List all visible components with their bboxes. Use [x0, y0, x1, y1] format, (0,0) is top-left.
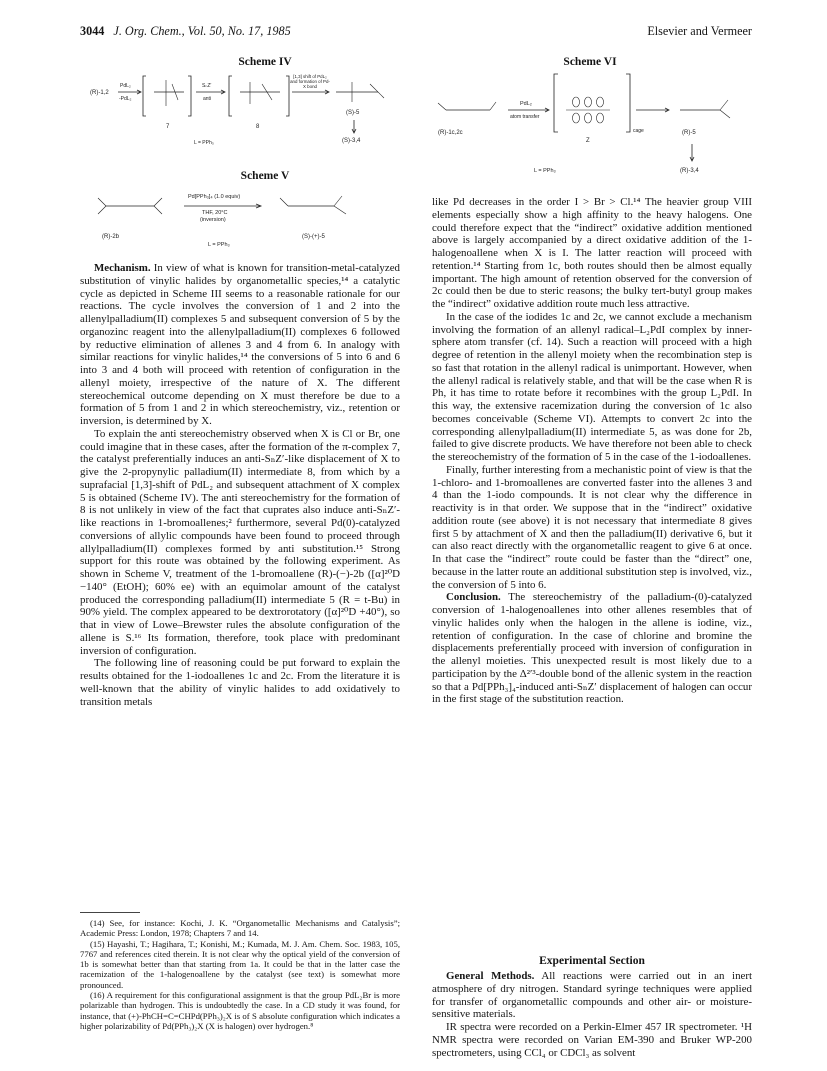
scheme-vi-title: Scheme VI	[563, 56, 617, 68]
paragraph	[432, 591, 752, 706]
scheme-iv-reagent-top: PdL₂	[120, 83, 131, 89]
run-in-heading: General Methods.	[446, 970, 535, 982]
paragraph-text: In view of what is known for transition-metal-catalyzed substitution of vinylic halides by organometallic species,¹⁴ a catalytic cycle as depicted in Scheme III seems to a reasonable rationale for our reactions. The cycle involves the conversion of 1 and 2 into the allenylpalladium(II) complexes 5 and subsequent conversion of 5 by the organozinc reagent into the allenylpalladium(II) complexes 6 followed by reductive elimination of allenes 3 and 4 from 6. In analogy with similar reactions for vinylic halides,¹⁴ the conversions of 5 into 6 and 6 into 3 and 4 both will proceed with retention of configuration in the allenyl moiety, irrespective of the nature of X. The different stereochemical outcome depending on X must therefore be due to a formation of 5 from 1 and 2 in which stereochemistry, viz., retention or inversion, is determined by X.	[80, 262, 400, 427]
right-column-text	[432, 196, 752, 706]
paragraph-text: The stereochemistry of the palladium-(0)-catalyzed conversion of 1-halogenoallenes into other allenes resembles that of vinylic halides only when the halogen in the allene is iodine, viz., retention of configuration. In the case of chlorine and bromine the displacements preferentially proceed with inversion of configuration in the allenyl moieties. This unexpected result is most likely due to a participation by the Δ²ʹ³-double bond of the allenic system in the reaction so that a Pd[PPh₃]₄-induced anti-SₙZ′ displacement of halogen can occur in the first stage of the substitution reaction.	[432, 591, 752, 706]
scheme-vi-product2: (R)-3,4	[680, 168, 699, 174]
scheme-v-figure	[84, 184, 404, 254]
experimental-text	[432, 970, 752, 1059]
paragraph	[80, 428, 400, 658]
scheme-v-reagent-bottom: (inversion)	[200, 217, 226, 223]
footnote-rule	[80, 912, 140, 913]
scheme-iv-lhs: (R)-1,2	[90, 90, 109, 96]
paragraph	[432, 464, 752, 592]
scheme-v-reagent-mid: THF, 20°C	[202, 210, 228, 216]
paragraph	[80, 262, 400, 428]
scheme-v-reagent-top: Pd[PPh₃]₄ (1.0 equiv)	[188, 194, 241, 200]
paragraph	[432, 311, 752, 464]
footnote: (14) See, for instance: Kochi, J. K. “Organometallic Mechanisms and Catalysis”; Academic Press: London, 1978; Chapters 7 and 14.	[80, 918, 400, 939]
run-in-heading: Mechanism.	[94, 262, 151, 274]
scheme-iv-figure	[88, 70, 403, 158]
scheme-vi-cage: cage	[633, 128, 644, 134]
scheme-vi-start-label: (R)-1c,2c	[438, 130, 463, 136]
paragraph-text: IR spectra were recorded on a Perkin-Elmer 457 IR spectrometer. ¹H NMR spectra were recorded on Varian EM-390 and Bruker WP-200 spectrometers, using CCl₄ or CDCl₃ as solvent	[432, 1021, 752, 1059]
scheme-iv-mid-top: SₙZ′	[202, 83, 212, 89]
scheme-iv-ligand: L = PPh₃	[194, 140, 214, 146]
journal-citation: J. Org. Chem., Vol. 50, No. 17, 1985	[113, 24, 291, 38]
section-heading: Experimental Section	[539, 955, 645, 967]
scheme-iv-title: Scheme IV	[238, 56, 292, 68]
scheme-iv-label-7: 7	[166, 124, 170, 130]
paragraph	[432, 970, 752, 1021]
scheme-iv-reagent-bottom: -PdL₂	[119, 96, 132, 102]
paragraph	[432, 196, 752, 311]
scheme-vi-reagent: PdL₂	[520, 101, 532, 107]
scheme-vi-product: (R)-5	[682, 130, 696, 136]
footnote: (15) Hayashi, T.; Hagihara, T.; Konishi, M.; Kumada, M. J. Am. Chem. Soc. 1983, 105, 7767 and references cited therein. It is not clear why the optical yield of the conversion of 1b is somewhat better than that starting from 1a. It could be that in the latter case the racemization of the 1-halogenoallene by the catalyst (see text) is somewhat more pronounced.	[80, 938, 400, 990]
paragraph-text: All reactions were carried out in an inert atmosphere of dry nitrogen. Standard syringe techniques were applied for transfer of organometallic compounds and other air- or moisture-sensitive materials.	[432, 970, 752, 1021]
scheme-vi-figure	[430, 70, 750, 190]
paragraph-text: In the case of the iodides 1c and 2c, we cannot exclude a mechanism involving the formation of an allenyl radical–L₂PdI complex by inner-sphere atom transfer (cf. 14). Such a reaction will proceed with a high degree of retention in the allenyl moiety when the recombination step is so fast that rotation in the allenyl radical is unimportant. However, when the allenyl radical is relatively stable, and that will be the case when R is Ph, it has time to rotate before it recombines with the group L₂PdI. In this way, the extensive racemization during the conversion of 1c also becomes conceivable (Scheme VI). Attempts to convert 2c into the corresponding allenylpalladium(II) intermediate 5, as was done for 2b, failed to give discrete products. We have therefore not been able to check the stereochemistry of the formation of 5 in the case of the 1-iodoallenes.	[432, 310, 752, 463]
paragraph	[432, 1021, 752, 1059]
scheme-iv-label-8: 8	[256, 124, 260, 130]
running-header	[80, 24, 752, 42]
scheme-v-product-label: (S)-(+)-5	[302, 234, 325, 240]
scheme-v-ligand: L = PPh₃	[208, 242, 230, 248]
paragraph-text: The following line of reasoning could be put forward to explain the results obtained for the 1-iodoallenes 1c and 2c. From the literature it is well-known that the ability of vinylic halides to add oxidatively to transition metals	[80, 657, 400, 708]
scheme-v-start-label: (R)-2b	[102, 234, 120, 240]
scheme-vi-ligand: L = PPh₃	[534, 168, 556, 174]
scheme-iv-product: (S)-5	[346, 110, 360, 116]
scheme-iv-mid-bottom: anti	[203, 96, 212, 102]
footnote: (16) A requirement for this configurational assignment is that the group PdL₂Br is more polarizable than hydrogen. This is undoubtedly the case. In a CD study it was found, for instance, that (+)-PhCH=C=CHPd(PPh₃)₂X is of S absolute configuration which indicates a higher polarizability of Pd(PPh₃)₂X (X is halogen) over hydrogen.⁸	[80, 990, 400, 1031]
scheme-v-title: Scheme V	[240, 170, 290, 182]
left-column-text	[80, 262, 400, 708]
paragraph-text: To explain the anti stereochemistry observed when X is Cl or Br, one could imagine that in these cases, after the formation of the π-complex 7, the catalyst preferentially induces an anti-SₙZ′-like displacement of X to give the 2-propynylic palladium(II) intermediate 8, from which by a suprafacial [1,3]-shift of PdL₂ and subsequent attachment of X complex 5 is obtained (Scheme IV). The anti stereochemistry for the formation of 8 is not unlikely in view of the fact that cuprates also induce anti-SₙZ′-like reactions in 1-bromoallenes;² furthermore, several Pd(0)-catalyzed conversions of allylic compounds have been found to proceed through allylpalladium(II) complexes formed by anti substitution.¹⁵ Strong support for this route was obtained by the following experiment. As shown in Scheme V, treatment of the 1-bromoallene (R)-(−)-2b ([α]²⁰D −140° (EtOH); 60% ee) with an equimolar amount of the catalyst produced the corresponding palladium(II) intermediate 5 (R = t-Bu) in 90% yield. The complex appeared to be dextrorotatory ([α]²⁰D +40°), so that in view of Lowe–Brewster rules the absolute configuration of the allene is S.¹⁶ Its formation, therefore, took place with predominant inversion of configuration.	[80, 427, 400, 657]
author-names: Elsevier and Vermeer	[647, 24, 752, 38]
page-number: 3044	[80, 24, 105, 38]
scheme-iv-product2: (S)-3,4	[342, 138, 361, 144]
run-in-heading: Conclusion.	[446, 591, 501, 604]
paragraph-text: like Pd decreases in the order I > Br > Cl.¹⁴ The heavier group VIII elements especially show a high affinity to the heavy halogens. One could therefore expect that the “indirect” oxidative addition mentioned above is largely accompanied by a direct oxidative addition of the 1-halogenoallene when X is I. The latter reaction will proceed with retention.¹⁴ Starting from 1c, both routes should then be almost equally important. The high amount of retention observed for the conversion of 2c could then be due to steric reasons; the bulky tert-butyl group makes the “indirect” oxidative addition route much less attractive.	[432, 196, 752, 310]
scheme-vi-label-z: Z	[586, 138, 590, 144]
scheme-vi-reagent-bottom: atom transfer	[510, 114, 540, 120]
footnotes	[80, 918, 400, 1031]
scheme-iv-shift-note: [1,3] shift of PdL₂ and formation of Pd-X bond	[290, 74, 330, 89]
paragraph-text: Finally, further interesting from a mechanistic point of view is that the 1-chloro- and 1-bromoallenes are converted faster into the allenes 3 and 4 than the 1-iodo compounds. It is not clear why the difference in reactivity is in that order. We suppose that in the “indirect” oxidative addition route (see above) it is not necessary that intermediate 8 gives first 5 by attachment of X and then the palladium(II) derivative 6, but it can also react directly with the organometallic reagent to give 6 at once. In that case the “indirect” route could be faster than the “direct” one, because in the latter route an additional substitution step is involved, viz., the conversion of 5 into 6.	[432, 463, 752, 591]
paragraph	[80, 657, 400, 708]
